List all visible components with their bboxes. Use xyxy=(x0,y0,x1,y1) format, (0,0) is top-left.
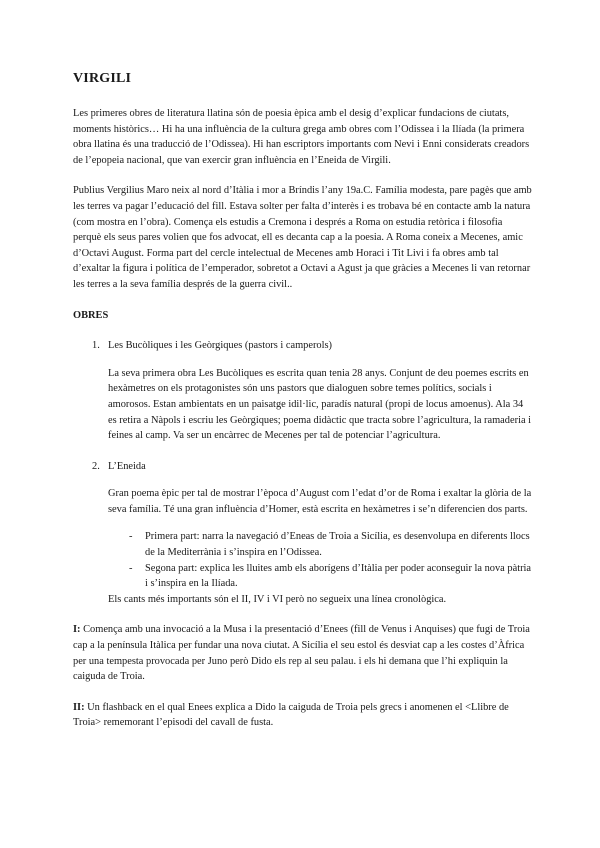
work-number: 1. xyxy=(92,340,100,352)
work-title: L’Eneida xyxy=(108,460,146,472)
cant-label: I: xyxy=(73,624,81,636)
document-title: VIRGILI xyxy=(73,71,132,86)
work-item-2 xyxy=(92,459,533,475)
work-description: La seva primera obra Les Bucòliques es escrita quan tenia 28 anys. Conjunt de deu poemes escrits en hexàmetres on els protagonistes són uns pastors que dialoguen sobre temes polítics, socials i amorosos. Estan ambientats en un paisatge idil·lic, paradís natural (propi de locus amoenus). Ala 34 es retira a Nàpols i escriu les Geòrgiques; poema didàctic que tracta sobre l’agricultura, la ramaderia i feines al camp. Va ser un encàrrec de Mecenes per tal de potenciar l’agricultura. xyxy=(108,367,532,442)
dash-bullet: - xyxy=(129,562,133,574)
list-item-text: Segona part: explica les lluites amb els aborígens d’Itàlia per poder aconseguir la nova pàtria i s’inspira en la Ilíada. xyxy=(145,562,532,590)
list-item-text: Primera part: narra la navegació d’Eneas de Troia a Sicília, es desenvolupa en diferents llocs de la Mediterrània i s’inspira en l’Odissea. xyxy=(145,531,530,559)
document-page xyxy=(73,70,533,746)
work-number: 2. xyxy=(92,460,100,472)
work-description: Gran poema èpic per tal de mostrar l’època d’August com l’edat d’or de Roma i exaltar la glòria de la seva família. Té una gran influència d’Homer, està escrita en hexàmetres i se’n diferencien dos parts. xyxy=(108,488,532,515)
work-item-1 xyxy=(92,338,533,354)
eneida-parts-list xyxy=(129,529,533,591)
cant-text: Comença amb una invocació a la Musa i la presentació d’Enees (fill de Venus i Anquises) que fugi de Troia cap a la península Itàlica per fundar una nova ciutat. A Sicília el seu estol és desviat cap a les costes d’Àfrica per una tempesta provocada per Juno però Dido els rep al seu palau. i els hi demana que l’hi expliquin la caiguda de Troia. xyxy=(73,624,530,683)
works-heading: OBRES xyxy=(73,309,109,321)
cant-label: II: xyxy=(73,701,85,713)
list-item xyxy=(129,529,533,560)
eneida-note: Els cants més importants són el II, IV i VI però no segueix una línea cronològica. xyxy=(108,593,447,605)
cant-text: Un flashback en el qual Enees explica a Dido la caiguda de Troia pels grecs i anomenen el <Llibre de Troia> rememorant l’episodi del cavall de fusta. xyxy=(73,701,509,729)
list-item xyxy=(129,561,533,592)
cant-paragraph xyxy=(73,622,533,684)
biography-paragraph: Publius Vergilius Maro neix al nord d’Itàlia i mor a Bríndis l’any 19a.C. Família modesta, pare pagès que amb les terres va pagar l’educació del fill. Estava solter per falta d’interès i es trobava bé en contacte amb la natura (com mostra en l’obra). Comença els estudis a Cremona i després a Roma on estudia retòrica i filosofia perquè els seus pares volien que fos advocat, ell es decanta cap a la poesia. A Roma coneix a Mecenes, amic d’Octavi August. Forma part del cercle intelectual de Mecenes amb Horaci i Tit Livi i fa obres amb tal d’exaltar la figura i política de l’emperador, sobretot a Octavi a Agust ja que gràcies a Mecenes li van retornar les terres a la seva família després de la guerra civil.. xyxy=(73,185,532,290)
dash-bullet: - xyxy=(129,531,133,543)
cant-paragraph xyxy=(73,700,533,731)
intro-paragraph: Les primeres obres de literatura llatina són de poesia èpica amb el desig d’explicar fundacions de ciutats, moments històrics… Hi ha una influència de la cultura grega amb obres com l’Odissea i la Ilíada (la primera obra llatina és una traducció de l’Odissea). Hi han escriptors importants com Nevi i Enni considerats creadors de l’epopeia nacional, que van exercir gran influència en l’Eneida de Virgili. xyxy=(73,108,530,166)
work-title: Les Bucòliques i les Geòrgiques (pastors i camperols) xyxy=(108,340,333,352)
